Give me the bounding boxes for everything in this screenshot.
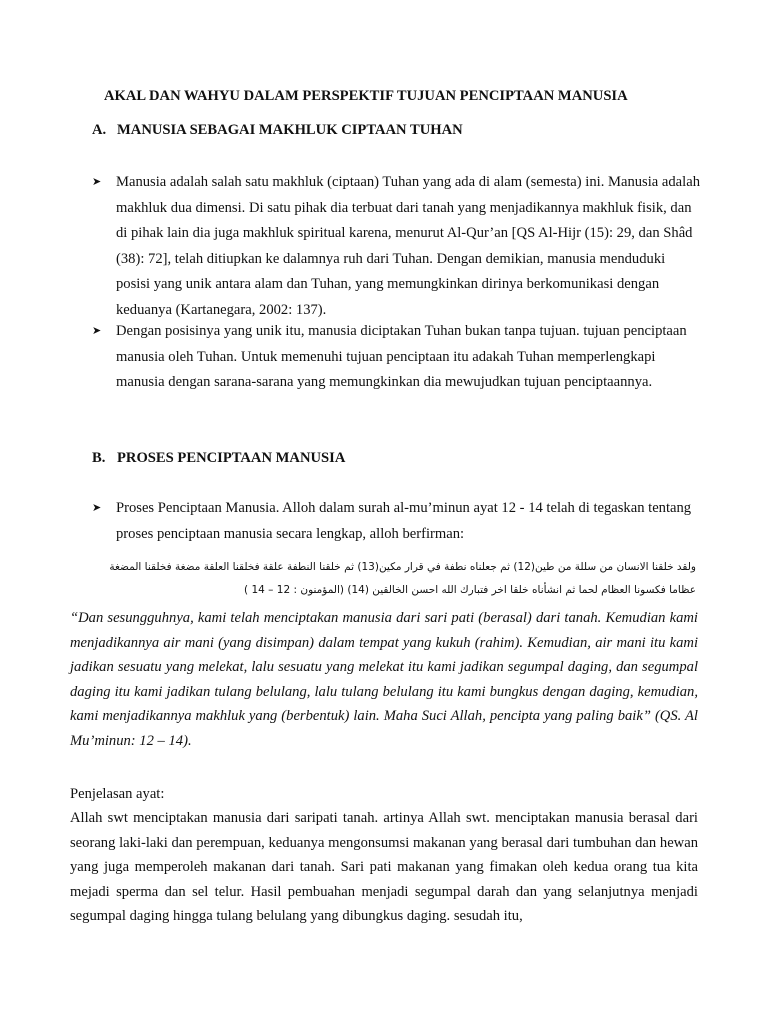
arabic-verse-line-2: عظاما فكسونا العظام لحما ثم انشأناه خلقا اخر فتبارك الله احسن الخالقين (14) (المؤمنون : 12 – 14 ) xyxy=(244,584,696,596)
explanation-paragraph: Allah swt menciptakan manusia dari saripati tanah. artinya Allah swt. menciptakan manusia berasal dari seorang laki-laki dan perempuan, keduanya mengonsumsi makanan yang berasal dari tumbuhan dan hewan yang juga memperoleh makanan dari tanah. Sari pati makanan yang fimakan oleh kedua orang tua kita mejadi sperma dan sel telur. Hasil pembuahan menjadi segumpal darah dan yang selanjutnya menjadi segumpal daging hingga tulang belulang yang dibungkus daging. sesudah itu, xyxy=(70,810,698,925)
bullet-text: Proses Penciptaan Manusia. Alloh dalam surah al-mu’minun ayat 12 - 14 telah di tegaskan tentang proses penciptaan manusia secara lengkap, alloh berfirman: xyxy=(116,500,692,542)
arrowhead-bullet-icon: ➤ xyxy=(92,325,102,337)
section-a-letter: A. xyxy=(92,122,107,138)
section-b-title: PROSES PENCIPTAAN MANUSIA xyxy=(117,450,346,466)
section-b-letter: B. xyxy=(92,450,106,466)
bullet-text: Dengan posisinya yang unik itu, manusia diciptakan Tuhan bukan tanpa tujuan. tujuan penciptaan manusia oleh Tuhan. Untuk memenuhi tujuan penciptaan itu adakah Tuhan memperlengkapi manusia dengan sarana-sarana yang memungkinkan dia mewujudkan tujuan penciptaannya. xyxy=(116,323,687,391)
section-a-title: MANUSIA SEBAGAI MAKHLUK CIPTAAN TUHAN xyxy=(117,122,463,138)
section-b-heading xyxy=(92,450,345,467)
arabic-verse-line-1: ولقد خلقنا الانسان من سللة من طين(12) ثم جعلناه نطفة في قرار مكين(13) ثم خلقنا النطفة علقة فخلقنا العلقة مضغة فخلقنا المضغة xyxy=(109,561,696,573)
explanation-label: Penjelasan ayat: xyxy=(70,786,165,802)
arrowhead-bullet-icon: ➤ xyxy=(92,502,102,514)
verse-translation-quote: “Dan sesungguhnya, kami telah menciptakan manusia dari sari pati (berasal) dari tanah. Kemudian kami menjadikannya air mani (yang disimpan) dalam tempat yang kukuh (rahim). Kemudian, air mani itu kami jadikan sesuatu yang melekat, lalu sesuatu yang melekat itu kami jadikan segumpal daging, dan segumpal daging itu kami jadikan tulang belulang, lalu tulang belulang itu kami bungkus dengan daging, kemudian, kami menjadikannya makhluk yang (berbentuk) lain. Maha Suci Allah, pencipta yang paling baik” (QS. Al Mu’minun: 12 – 14). xyxy=(70,610,698,749)
section-a-heading xyxy=(92,122,463,139)
arrowhead-bullet-icon: ➤ xyxy=(92,176,102,188)
bullet-text: Manusia adalah salah satu makhluk (ciptaan) Tuhan yang ada di alam (semesta) ini. Manusia adalah makhluk dua dimensi. Di satu pihak dia terbuat dari tanah yang menjadikannya makhluk fisik, dan di pihak lain dia juga makhluk spiritual karena, menurut Al-Qur’an [QS Al-Hijr (15): 29, dan Shâd (38): 72], telah ditiupkan ke dalamnya ruh dari Tuhan. Dengan demikian, manusia menduduki posisi yang unik antara alam dan Tuhan, yang memungkinkan dirinya berkomunikasi dengan keduanya (Kartanegara, 2002: 137). xyxy=(116,174,700,318)
document-title: AKAL DAN WAHYU DALAM PERSPEKTIF TUJUAN PENCIPTAAN MANUSIA xyxy=(104,88,628,104)
section-b-bullet-1 xyxy=(92,496,702,547)
section-a-bullet-2 xyxy=(92,319,702,396)
section-a-bullet-1 xyxy=(92,170,702,324)
